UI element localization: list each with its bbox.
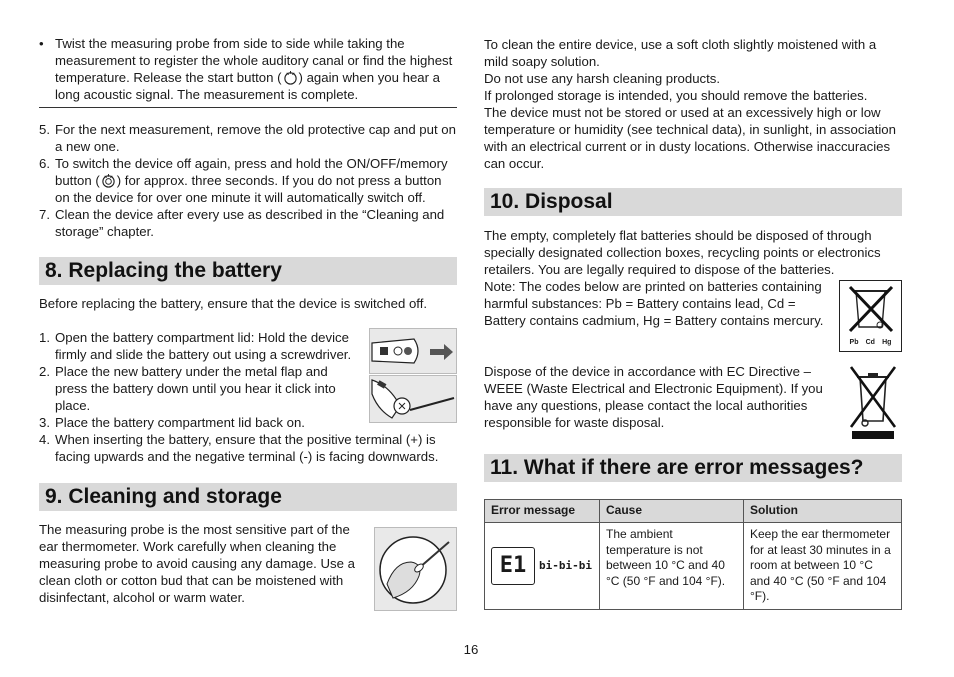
column-header: Solution [744, 500, 902, 523]
list-item [39, 329, 361, 363]
list-item [39, 414, 361, 431]
error-display [491, 547, 593, 585]
step-number: 2. [39, 364, 50, 379]
step-text: When inserting the battery, ensure that the positive terminal (+) is facing upwards and the negative terminal (-) is facing downwards. [55, 432, 439, 464]
battery-screwdriver-illustration [369, 375, 457, 423]
beep-sound-label: bi-bi-bi [539, 559, 592, 572]
table-row [485, 523, 902, 610]
steps-list [39, 121, 457, 240]
error-table [484, 499, 902, 610]
step-number: 4. [39, 432, 50, 447]
power-button-icon [101, 173, 116, 188]
step-number: 3. [39, 415, 50, 430]
lcd-display: E1 [491, 547, 535, 585]
step-number: 1. [39, 330, 50, 345]
paragraph: Do not use any harsh cleaning products. [484, 71, 721, 86]
step-text: Place the new battery under the metal flap and press the battery down until you hear it click into place. [55, 364, 336, 413]
battery-disposal-icon [839, 280, 902, 352]
disposal-text-3: Dispose of the device in accordance with EC Directive – WEEE (Waste Electrical and Electronic Equipment). If you have any questions, please contact the local authorities responsible for waste disposal. [484, 364, 823, 430]
step-number: 5. [39, 122, 50, 137]
bullet-item [39, 35, 457, 103]
step-text: For the next measurement, remove the old protective cap and put on a new one. [55, 122, 456, 154]
battery-open-illustration [369, 328, 457, 374]
list-item [39, 363, 361, 414]
code-cd: Cd [865, 339, 875, 346]
section-heading-cleaning: 9. Cleaning and storage [39, 483, 457, 511]
solution-cell: Keep the ear thermometer for at least 30 minutes in a room at between 10 °C and 40 °C (50 °F and 104 °F). [744, 523, 902, 610]
step-text: Clean the device after every use as described in the “Cleaning and storage” chapter. [55, 207, 445, 239]
cleaning-continued [484, 36, 902, 172]
step-text: Place the battery compartment lid back on. [55, 415, 305, 430]
step-text: Open the battery compartment lid: Hold the device firmly and slide the battery out using a screwdriver. [55, 330, 352, 362]
step-text-a: To switch the device off again, press and hold the ON/OFF/memory button ( [55, 156, 448, 188]
section-heading-battery: 8. Replacing the battery [39, 257, 457, 285]
left-column [39, 35, 457, 103]
column-header: Cause [600, 500, 744, 523]
step-number: 7. [39, 207, 50, 222]
bullet-icon: • [39, 36, 44, 51]
battery-codes [840, 339, 901, 347]
cause-cell: The ambient temperature is not between 10 °C and 40 °C (50 °F and 104 °F). [600, 523, 744, 610]
code-hg: Hg [882, 339, 892, 346]
bullet-text-b: ) again when you hear a long acoustic signal. The measurement is complete. [55, 70, 441, 102]
probe-cleaning-illustration [374, 527, 457, 611]
section-heading-disposal: 10. Disposal [484, 188, 902, 216]
step-number: 6. [39, 156, 50, 171]
bullet-text-a: Twist the measuring probe from side to side while taking the measurement to register the whole auditory canal or find the highest temperature. Release the start button ( [55, 36, 453, 85]
battery-intro: Before replacing the battery, ensure that the device is switched off. [39, 296, 428, 311]
page-number: 16 [463, 642, 479, 657]
disposal-text-1: The empty, completely flat batteries should be disposed of through specially designated collection boxes, recycling points or electronics retailers. You are legally required to dispose of the batteries. [484, 228, 881, 277]
code-pb: Pb [849, 339, 859, 346]
list-item [39, 155, 457, 206]
paragraph: The device must not be stored or used at an excessively high or low temperature or humidity (see technical data), in sunlight, in association with an electrical current or in dusty locations. Otherwise inaccuracies can occur. [484, 105, 896, 171]
list-item [39, 206, 457, 240]
section-heading-errors: 11. What if there are error messages? [484, 454, 902, 482]
table-header-row [485, 500, 902, 523]
weee-bin-icon [848, 365, 898, 440]
error-display-cell [485, 523, 600, 610]
paragraph: To clean the entire device, use a soft cloth slightly moistened with a mild soapy solution. [484, 37, 877, 69]
paragraph: If prolonged storage is intended, you should remove the batteries. [484, 88, 868, 103]
list-item [39, 431, 457, 465]
column-header: Error message [485, 500, 600, 523]
divider [39, 107, 457, 108]
cleaning-text: The measuring probe is the most sensitive part of the ear thermometer. Work carefully when cleaning the measuring probe to avoid causing any damage. Use a clean cloth or cotton bud that can be moistened with disinfectant, alcohol or warm water. [39, 522, 355, 605]
disposal-text-2: Note: The codes below are printed on batteries containing harmful substances: Pb = Battery contains lead, Cd = Battery contains cadmium, Hg = Battery contains mercury. [484, 279, 824, 328]
list-item [39, 121, 457, 155]
step-text-b: ) for approx. three seconds. If you do not press a button on the device for over one minute it will automatically switch off. [55, 173, 442, 205]
start-button-icon [283, 70, 298, 85]
